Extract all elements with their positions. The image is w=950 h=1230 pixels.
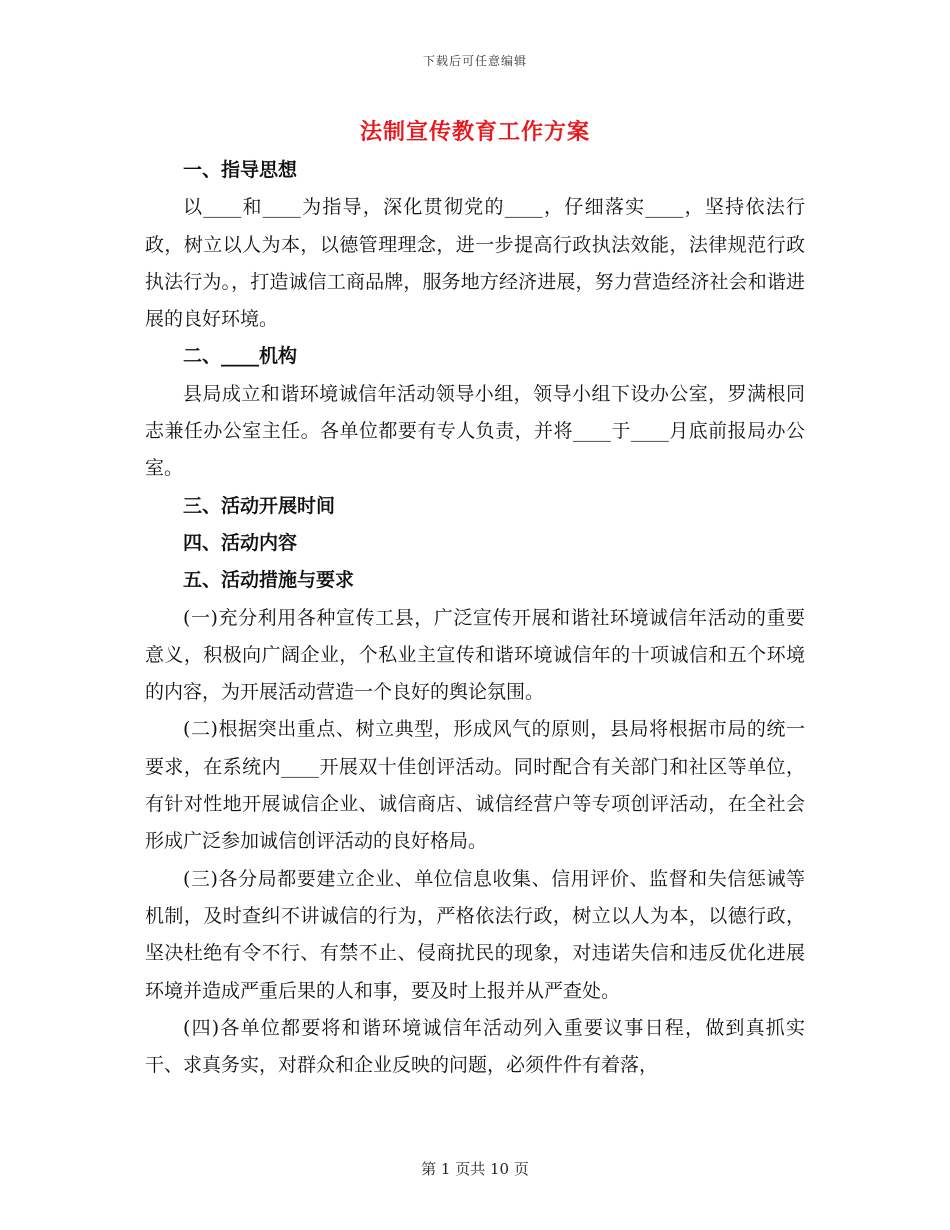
body-paragraph: (一)充分利用各种宣传工县，广泛宣传开展和谐社环境诚信年活动的重要意义，积极向广阔企业，个私业主宣传和谐环境诚信年的十项诚信和五个环境的内容，为开展活动营造一个良好的舆论氛围。 [145, 606, 805, 704]
document-body [145, 152, 805, 1084]
body-paragraph: (四)各单位都要将和谐环境诚信年活动列入重要议事日程，做到真抓实干、求真务实，对群众和企业反映的问题，必须件件有着落， [145, 1016, 805, 1077]
body-paragraph: 以____和____为指导，深化贯彻党的____，仔细落实____，坚持依法行政，树立以人为本，以德管理理念，进一步提高行政执法效能，法律规范行政执法行为。，打造诚信工商品牌，服务地方经济进展，努力营造经济社会和谐进展的良好环境。 [145, 196, 805, 331]
section-heading: 二、____机构 [183, 345, 298, 368]
body-paragraph: 县局成立和谐环境诚信年活动领导小组，领导小组下设办公室，罗满根同志兼任办公室主任。各单位都要有专人负责，并将____于____月底前报局办公室。 [145, 382, 805, 480]
section-heading: 一、指导思想 [183, 159, 298, 181]
page-header: 下载后可任意编辑 [422, 54, 527, 68]
section-heading: 五、活动措施与要求 [183, 569, 355, 592]
body-paragraph: (二)根据突出重点、树立典型，形成风气的原则，县局将根据市局的统一要求，在系统内____开展双十佳创评活动。同时配合有关部门和社区等单位，有针对性地开展诚信企业、诚信商店、诚信经营户等专项创评活动，在全社会形成广泛参加诚信创评活动的良好格局。 [145, 718, 805, 853]
section-heading: 四、活动内容 [183, 531, 298, 554]
page-footer: 第 1 页共 10 页 [421, 1160, 529, 1178]
document-title: 法制宣传教育工作方案 [359, 119, 590, 145]
section-heading: 三、活动开展时间 [183, 494, 336, 517]
body-paragraph: (三)各分局都要建立企业、单位信息收集、信用评价、监督和失信惩诫等机制，及时查纠不讲诚信的行为，严格依法行政，树立以人为本，以德行政，坚决杜绝有令不行、有禁不止、侵商扰民的现象，对违诺失信和违反优化进展环境并造成严重后果的人和事，要及时上报并从严查处。 [145, 867, 805, 1002]
